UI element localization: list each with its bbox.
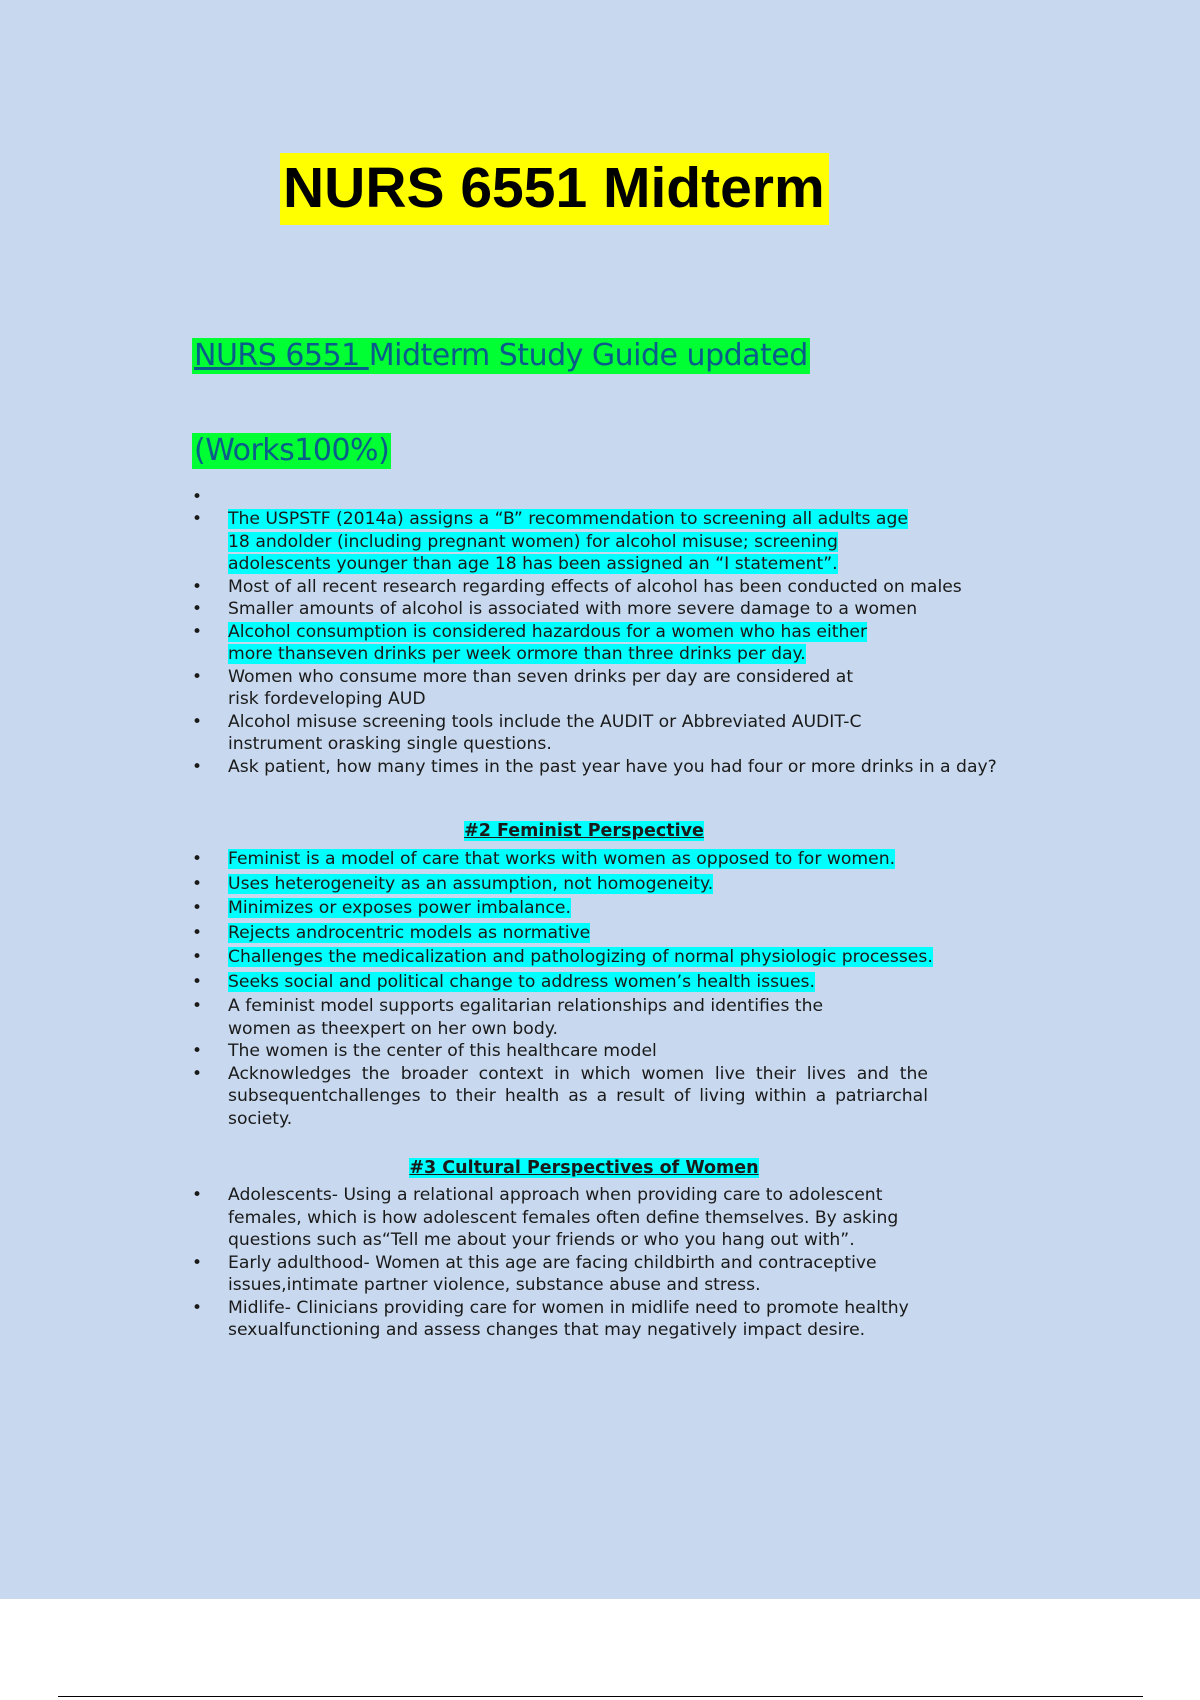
- list-item: • Ask patient, how many times in the past year have you had four or more drinks in a day?: [192, 756, 1052, 779]
- feminist-list: [192, 848, 1052, 1130]
- alcohol-list: [192, 486, 1052, 778]
- list-item: • A feminist model supports egalitarian relationships and identifies the women as theexpert on her own body.: [192, 995, 888, 1040]
- list-item: • Women who consume more than seven drinks per day are considered at risk fordeveloping AUD: [192, 666, 878, 711]
- list-item: • The USPSTF (2014a) assigns a “B” recommendation to screening all adults age 18 andolder (including pregnant women) for alcohol misuse; screening adolescents younger than age 18 has been assigned an “I statement”.: [192, 508, 908, 576]
- list-item: • Most of all recent research regarding effects of alcohol has been conducted on males: [192, 576, 1052, 599]
- section-heading-feminist: #2 Feminist Perspective: [464, 821, 704, 841]
- list-item: [192, 486, 1052, 508]
- list-item: • Minimizes or exposes power imbalance.: [192, 897, 1052, 920]
- list-item: • Acknowledges the broader context in which women live their lives and the subsequentchallenges to their health as a result of living within a patriarchal society.: [192, 1063, 928, 1131]
- subtitle-works: (Works100%): [194, 433, 390, 468]
- list-item: • Alcohol misuse screening tools include the AUDIT or Abbreviated AUDIT-C instrument orasking single questions.: [192, 711, 918, 756]
- list-item: • Alcohol consumption is considered hazardous for a women who has either more thanseven drinks per week ormore than three drinks per day.: [192, 621, 908, 666]
- section-heading-cultural: #3 Cultural Perspectives of Women: [409, 1158, 759, 1178]
- footer-divider: [58, 1696, 1143, 1697]
- subtitle: [192, 338, 810, 374]
- list-item: • Midlife- Clinicians providing care for women in midlife need to promote healthy sexualfunctioning and assess changes that may negatively impact desire.: [192, 1297, 928, 1342]
- list-item: • Early adulthood- Women at this age are facing childbirth and contraceptive issues,intimate partner violence, substance abuse and stress.: [192, 1252, 888, 1297]
- list-item: • Challenges the medicalization and pathologizing of normal physiologic processes.: [192, 946, 1052, 969]
- list-item: • Adolescents- Using a relational approach when providing care to adolescent females, which is how adolescent females often define themselves. By asking questions such as“Tell me about your friends or who you hang out with”.: [192, 1184, 948, 1252]
- list-item: • Uses heterogeneity as an assumption, not homogeneity.: [192, 873, 1052, 896]
- cultural-list: [192, 1184, 1052, 1342]
- subtitle-course-code: NURS 6551: [194, 338, 369, 373]
- list-item: • Seeks social and political change to address women’s health issues.: [192, 971, 1052, 994]
- subtitle-text: Midterm Study Guide updated: [368, 338, 808, 373]
- list-item: • Rejects androcentric models as normative: [192, 922, 1052, 945]
- list-item: • The women is the center of this healthcare model: [192, 1040, 1052, 1063]
- document-title: NURS 6551 Midterm: [280, 153, 829, 225]
- list-item: • Feminist is a model of care that works with women as opposed to for women.: [192, 848, 1052, 871]
- list-item: • Smaller amounts of alcohol is associated with more severe damage to a women: [192, 598, 1052, 621]
